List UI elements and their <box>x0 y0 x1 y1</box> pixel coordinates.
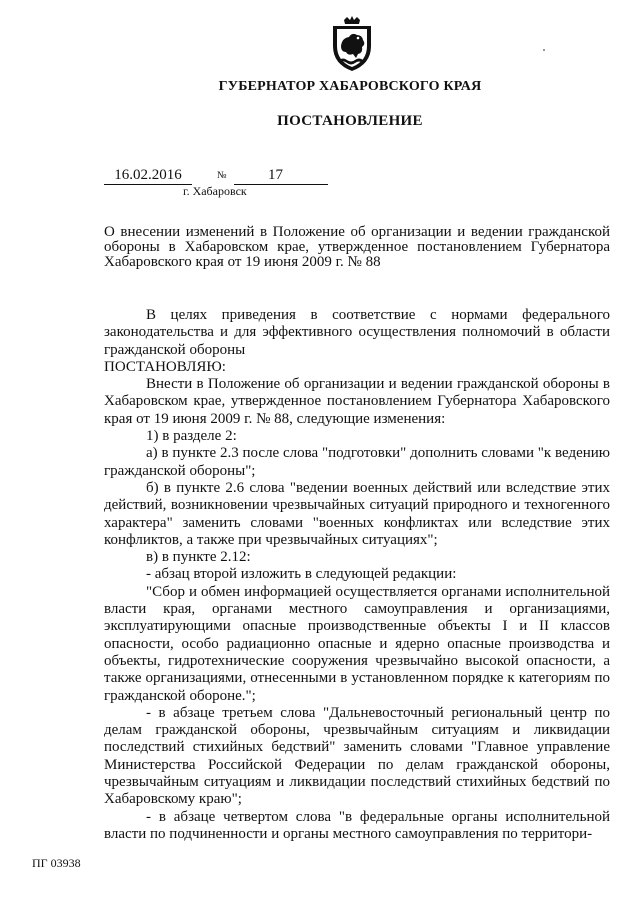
issuer-title: ГУБЕРНАТОР ХАБАРОВСКОГО КРАЯ <box>218 79 482 94</box>
document-date: 16.02.2016 <box>104 166 192 185</box>
paragraph-item-c: в) в пункте 2.12: <box>146 549 251 566</box>
footer-code: ПГ 03938 <box>32 856 81 870</box>
paragraph-item-b: б) в пункте 2.6 слова "ведении военных действий или вследствие этих действий, возникновении чрезвычайных ситуаций природного и техногенного характера" заменить словами "военных конфликтах или вследствие этих конфликтов, а также при чрезвычайных ситуациях"; <box>104 479 610 548</box>
paragraph-resolve: ПОСТАНОВЛЯЮ: <box>104 358 226 375</box>
scan-speck <box>543 49 545 51</box>
document-type: ПОСТАНОВЛЕНИЕ <box>277 113 423 129</box>
document-city: г. Хабаровск <box>183 184 247 198</box>
document-body <box>104 307 610 843</box>
coat-of-arms-icon <box>329 16 375 72</box>
paragraph-item-1: 1) в разделе 2: <box>146 428 237 445</box>
paragraph-preamble: В целях приведения в соответствие с нормами федерального законодательства и для эффективного осуществления полномочий в области гражданской обороны <box>104 307 610 358</box>
paragraph-quote: "Сбор и обмен информацией осуществляется органами исполнительной власти края, органами местного самоуправления и организациями, эксплуатирующими опасные производственные объекты I и II классов опасности, особо радиационно опасные и ядерно опасные производства и объекты, гидротехнические сооружения чрезвычайно высокой опасности, а также организациями, отнесенными в установленном порядке к категориям по гражданской обороне."; <box>104 583 610 704</box>
document-number: 17 <box>234 166 328 185</box>
paragraph-abzac-2: - абзац второй изложить в следующей редакции: <box>146 566 457 583</box>
paragraph-amend: Внести в Положение об организации и ведении гражданской обороны в Хабаровском крае, утвержденное постановлением Губернатора Хабаровского края от 19 июня 2009 г. № 88, следующие изменения: <box>104 376 610 427</box>
paragraph-abzac-4: - в абзаце четвертом слова "в федеральные органы исполнительной власти по подчиненности и органы местного самоуправления по территори- <box>104 808 610 842</box>
paragraph-abzac-3: - в абзаце третьем слова "Дальневосточный региональный центр по делам гражданской обороны, чрезвычайным ситуациям и ликвидации последствий стихийных бедствий" заменить словами "Главное управление Министерства Российской Федерации по делам гражданской обороны, чрезвычайным ситуациям и ликвидации последствий стихийных бедствий по Хабаровскому краю"; <box>104 704 610 808</box>
paragraph-item-a: а) в пункте 2.3 после слова "подготовки" дополнить словами "к ведению гражданской обороны"; <box>104 445 610 479</box>
number-sign: № <box>217 170 227 181</box>
document-subject: О внесении изменений в Положение об организации и ведении гражданской обороны в Хабаровском крае, утвержденное постановлением Губернатора Хабаровского края от 19 июня 2009 г. № 88 <box>104 224 610 270</box>
